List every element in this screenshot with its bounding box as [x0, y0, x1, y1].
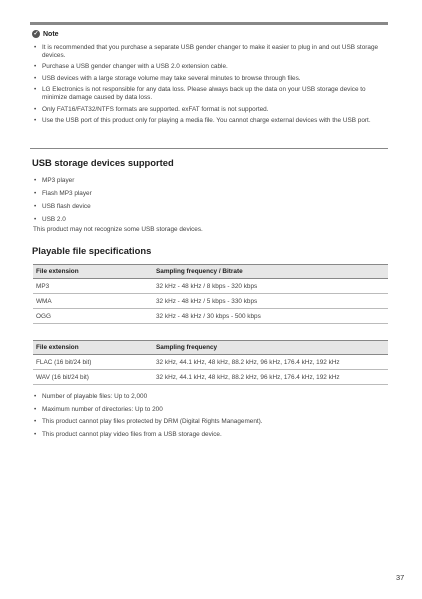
column-header: File extension: [33, 341, 153, 355]
table-header-row: [33, 341, 388, 355]
note-list: [34, 44, 384, 129]
table-cell: 32 kHz - 48 kHz / 5 kbps - 330 kbps: [153, 294, 388, 309]
table-cell: 32 kHz, 44.1 kHz, 48 kHz, 88.2 kHz, 96 kHz, 176.4 kHz, 192 kHz: [153, 355, 388, 370]
note-box: [30, 22, 388, 149]
usb-device-item: • USB 2.0: [34, 216, 374, 224]
column-header: File extension: [33, 265, 153, 279]
usb-device-list: [34, 177, 374, 229]
table-cell: WMA: [33, 294, 153, 309]
table-cell: 32 kHz - 48 kHz / 8 kbps - 320 kbps: [153, 279, 388, 294]
table-cell: MP3: [33, 279, 153, 294]
table-cell: FLAC (16 bit/24 bit): [33, 355, 153, 370]
column-header: Sampling frequency: [153, 341, 388, 355]
note-item: • Use the USB port of this product only for playing a media file. You cannot charge external devices with the USB port.: [34, 117, 384, 125]
playback-note-item: • This product cannot play files protected by DRM (Digital Rights Management).: [34, 418, 384, 426]
table-row: [33, 370, 388, 385]
usb-section-title: USB storage devices supported: [32, 157, 174, 168]
note-item: • Only FAT16/FAT32/NTFS formats are supported. exFAT format is not supported.: [34, 106, 384, 114]
usb-footnote: This product may not recognize some USB storage devices.: [33, 226, 203, 233]
table-row: [33, 294, 388, 309]
column-header: Sampling frequency / Bitrate: [153, 265, 388, 279]
table-cell: 32 kHz, 44.1 kHz, 48 kHz, 88.2 kHz, 96 kHz, 176.4 kHz, 192 kHz: [153, 370, 388, 385]
note-item: • LG Electronics is not responsible for any data loss. Please always back up the data on your USB storage device to minimize damage caused by data loss.: [34, 86, 384, 101]
playback-note-item: • Number of playable files: Up to 2,000: [34, 393, 384, 401]
playback-note-item: • Maximum number of directories: Up to 200: [34, 406, 384, 414]
usb-device-item: • Flash MP3 player: [34, 190, 374, 198]
usb-device-item: • USB flash device: [34, 203, 374, 211]
check-note-icon: ✓: [33, 31, 39, 37]
usb-device-item: • MP3 player: [34, 177, 374, 185]
table-row: [33, 279, 388, 294]
bitrate-table: [33, 264, 388, 324]
table-cell: 32 kHz - 48 kHz / 30 kbps - 500 kbps: [153, 309, 388, 324]
table-cell: OGG: [33, 309, 153, 324]
note-item: • It is recommended that you purchase a separate USB gender changer to make it easier to plug in and out USB storage devices.: [34, 44, 384, 59]
note-title: Note: [43, 30, 59, 38]
note-item: • Purchase a USB gender changer with a USB 2.0 extension cable.: [34, 63, 384, 71]
playback-notes-list: [34, 393, 384, 443]
note-header: [32, 30, 59, 38]
playback-note-item: • This product cannot play video files from a USB storage device.: [34, 431, 384, 439]
sampling-table: [33, 340, 388, 385]
table-row: [33, 309, 388, 324]
table-row: [33, 355, 388, 370]
playable-section-title: Playable file specifications: [32, 245, 152, 256]
page-number: 37: [396, 573, 405, 582]
table-cell: WAV (16 bit/24 bit): [33, 370, 153, 385]
table-header-row: [33, 265, 388, 279]
note-item: • USB devices with a large storage volume may take several minutes to browse through files.: [34, 75, 384, 83]
